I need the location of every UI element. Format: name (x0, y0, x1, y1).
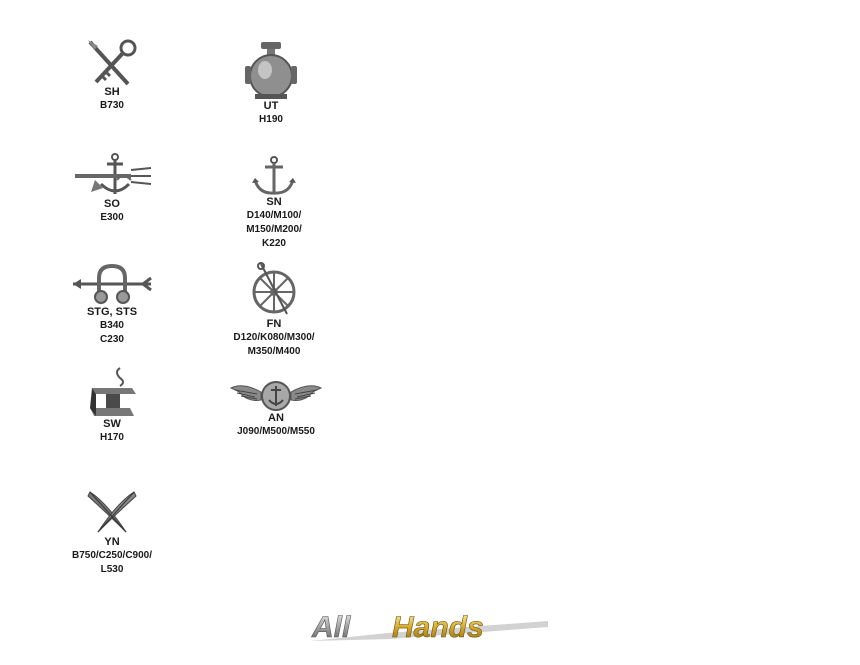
anchor-icon (251, 156, 297, 196)
rating-abbr: SW (103, 418, 121, 430)
rating-sn (226, 156, 322, 251)
rating-abbr: SO (104, 198, 120, 210)
rating-abbr: STG, STS (86, 306, 138, 318)
rating-codes: B340 C230 (100, 320, 124, 345)
rating-codes: B730 (100, 100, 124, 111)
rating-sw (72, 366, 152, 445)
rating-fn (224, 262, 324, 359)
rating-abbr: UT (263, 100, 279, 112)
logo-text-all: All (312, 611, 351, 644)
rating-codes: D140/M100/ M150/M200/ K220 (246, 210, 302, 249)
rating-an (228, 380, 324, 439)
diving-helmet-icon (243, 40, 299, 100)
rating-abbr: AN (268, 412, 284, 424)
rating-stg-sts (70, 264, 154, 347)
i-beam-hook-icon (84, 366, 140, 418)
anchor-trident-pistol-icon (71, 152, 153, 198)
logo-text-hands: Hands (392, 611, 484, 644)
rating-codes: J090/M500/M550 (237, 426, 315, 437)
rating-codes: B750/C250/C900/ L530 (71, 550, 153, 575)
rating-sh (72, 38, 152, 113)
rating-abbr: YN (104, 536, 120, 548)
rating-codes: H190 (259, 114, 283, 125)
headphones-arrow-icon (71, 264, 153, 306)
crossed-key-quill-icon (82, 38, 142, 86)
rating-yn (62, 490, 162, 577)
rating-abbr: SH (104, 86, 120, 98)
ship-wheel-icon (249, 262, 299, 318)
all-hands-logo (308, 603, 553, 645)
rating-codes: D120/K080/M300/ M350/M400 (233, 332, 315, 357)
winged-anchor-icon (229, 380, 323, 412)
rating-ut (236, 40, 306, 127)
rating-so (70, 152, 154, 225)
crossed-quills-icon (86, 490, 138, 536)
rating-abbr: SN (266, 196, 282, 208)
rating-codes: E300 (100, 212, 124, 223)
rating-codes: H170 (100, 432, 124, 443)
rating-abbr: FN (266, 318, 282, 330)
